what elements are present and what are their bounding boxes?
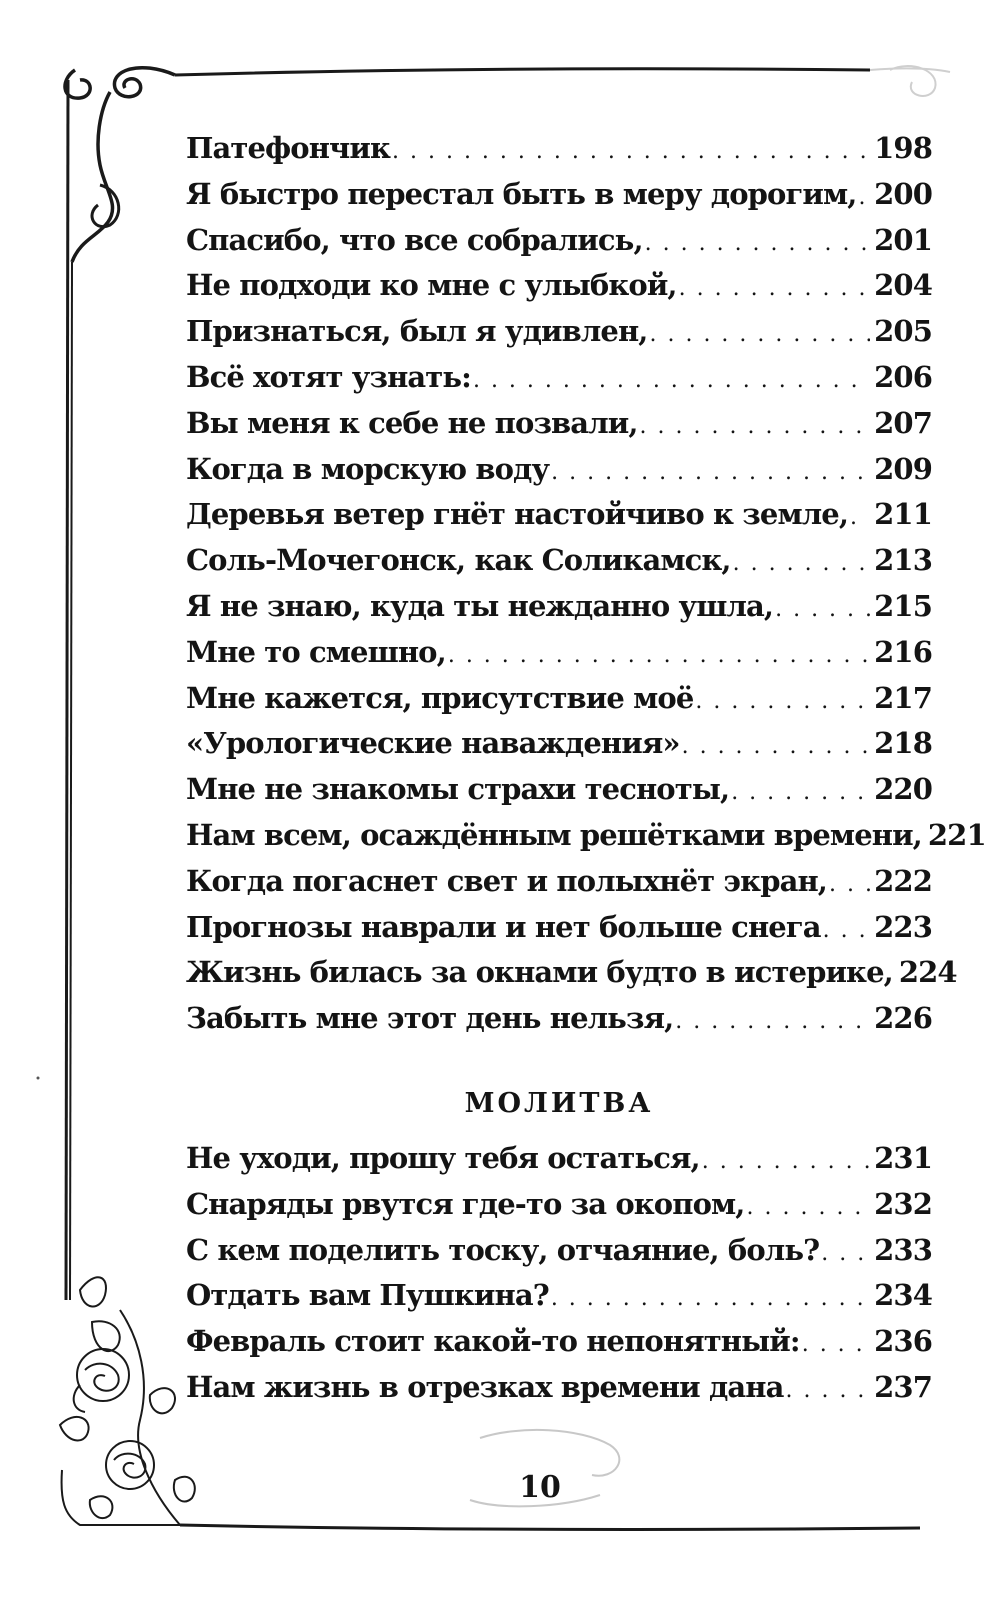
dot-leader [551,450,870,496]
dot-leader [695,679,870,725]
toc-entry-title: Нам жизнь в отрезках времени дана [186,1369,784,1404]
toc-entry[interactable] [186,1136,932,1182]
toc-entry-page: 233 [874,1232,932,1267]
section-heading: МОЛИТВА [464,1088,654,1119]
toc-entry[interactable] [186,1182,932,1228]
frame-left-border [66,80,68,1300]
toc-entry-title: Мне то смешно, [186,634,446,669]
dot-leader [551,1276,870,1322]
toc-entry-title: Снаряды рвутся где-то за окопом, [186,1186,745,1221]
corner-flourish-top-right [890,66,936,96]
toc-entry-page: 200 [874,176,932,211]
toc-entry-page: 222 [874,863,932,898]
toc-entry-page: 215 [874,588,932,623]
toc-entry[interactable] [186,447,932,493]
corner-flourish-top-left [65,68,175,262]
toc-entry-page: 223 [874,909,932,944]
toc-entry-title: Признаться, был я удивлен, [186,314,648,349]
toc-entry-page: 205 [874,314,932,349]
toc-entry[interactable] [186,813,986,859]
toc-entry[interactable] [186,859,932,905]
toc-entry[interactable] [186,1273,932,1319]
toc-entry[interactable] [186,1365,932,1411]
dot-leader [775,587,870,633]
dot-leader [802,1322,870,1368]
toc-entry-page: 221 [927,817,986,852]
frame-top-border [175,69,870,75]
toc-entry[interactable] [186,676,932,722]
toc-entry-title: Патефончик [186,131,390,165]
toc-entry-page: 207 [874,405,932,440]
dot-leader [850,495,870,541]
toc-entry-title: Нам всем, осаждённым решётками времени, [186,817,922,852]
toc-entry-page: 220 [874,772,932,807]
toc-entry[interactable] [186,630,932,676]
page-number: 10 [519,1470,561,1505]
toc-entry-title: Я быстро перестал быть в меру дорогим, [186,176,857,211]
toc-entry-page: 216 [874,634,932,669]
dot-leader [858,175,870,221]
dot-leader [675,999,870,1045]
dot-leader [682,724,871,770]
toc-entry-page: 217 [874,680,932,715]
dot-leader [473,358,870,404]
toc-entry-page: 213 [874,543,932,578]
toc-entry[interactable] [186,126,932,172]
dot-leader [640,404,871,450]
toc-entry[interactable] [186,355,932,401]
toc-entry-title: Вы меня к себе не позвали, [186,405,638,440]
toc-entry-title: Когда погаснет свет и полыхнёт экран, [186,863,827,898]
toc-entry-page: 234 [874,1278,932,1313]
toc-entry-title: Когда в морскую воду [186,451,550,486]
toc-entry[interactable] [186,218,932,264]
dot-leader [747,1185,871,1231]
dot-leader [448,633,870,679]
toc-entry-title: «Урологические наваждения» [186,726,680,761]
toc-entry-page: 204 [874,268,932,303]
toc-entry[interactable] [186,492,932,538]
toc-entry[interactable] [186,721,932,767]
toc-entry-page: 231 [874,1141,932,1175]
dot-leader [645,221,871,267]
toc-entry-page: 201 [874,222,932,257]
table-of-contents-section-2 [186,1136,932,1411]
toc-entry-page: 237 [874,1369,932,1404]
toc-entry[interactable] [186,905,932,951]
toc-entry-title: Деревья ветер гнёт настойчиво к земле, [186,497,849,532]
dot-leader [823,908,871,954]
toc-entry[interactable] [186,584,932,630]
dot-leader [733,541,871,587]
dot-leader [702,1139,870,1185]
toc-entry[interactable] [186,996,932,1042]
dot-leader [679,266,871,312]
toc-entry[interactable] [186,309,932,355]
table-of-contents [186,126,986,1042]
frame-bottom-border [180,1525,920,1529]
toc-entry-title: Мне не знакомы страхи тесноты, [186,772,730,807]
rose-ornament-icon [60,1277,195,1525]
toc-entry-title: Февраль стоит какой-то непонятный: [186,1324,800,1359]
toc-entry-title: Спасибо, что все собрались, [186,222,643,257]
toc-entry[interactable] [186,172,932,218]
toc-entry-title: Забыть мне этот день нельзя, [186,1001,674,1036]
toc-entry[interactable] [186,950,957,996]
toc-entry-page: 206 [874,359,932,394]
toc-entry[interactable] [186,538,932,584]
toc-entry-title: Я не знаю, куда ты нежданно ушла, [186,588,774,623]
dot-leader [392,129,870,175]
toc-entry-title: Соль-Мочегонск, как Соликамск, [186,543,731,578]
toc-entry-page: 211 [874,497,932,532]
toc-entry-title: Отдать вам Пушкина? [186,1278,549,1313]
toc-entry[interactable] [186,767,932,813]
toc-entry-title: Не подходи ко мне с улыбкой, [186,268,677,303]
toc-entry-page: 232 [874,1186,932,1221]
toc-entry-page: 236 [874,1324,932,1359]
dot-leader [821,1231,870,1277]
toc-entry-page: 198 [874,131,932,165]
toc-entry-title: Жизнь билась за окнами будто в истерике, [186,955,893,990]
toc-entry-page: 226 [874,1001,932,1036]
dot-leader [785,1368,870,1414]
dot-leader [829,862,870,908]
toc-entry-title: С кем поделить тоску, отчаяние, боль? [186,1232,820,1267]
dot-leader [649,312,870,358]
toc-entry-page: 218 [874,726,932,761]
toc-entry-title: Мне кажется, присутствие моё [186,680,694,715]
toc-entry-title: Прогнозы наврали и нет больше снега [186,909,821,944]
toc-entry-title: Всё хотят узнать: [186,359,471,394]
toc-entry-title: Не уходи, прошу тебя остаться, [186,1141,700,1175]
toc-entry[interactable] [186,1319,932,1365]
dot-leader [731,770,870,816]
toc-entry[interactable] [186,401,932,447]
toc-entry[interactable] [186,263,932,309]
toc-entry-page: 224 [898,955,957,990]
toc-entry[interactable] [186,1228,932,1274]
toc-entry-page: 209 [874,451,932,486]
